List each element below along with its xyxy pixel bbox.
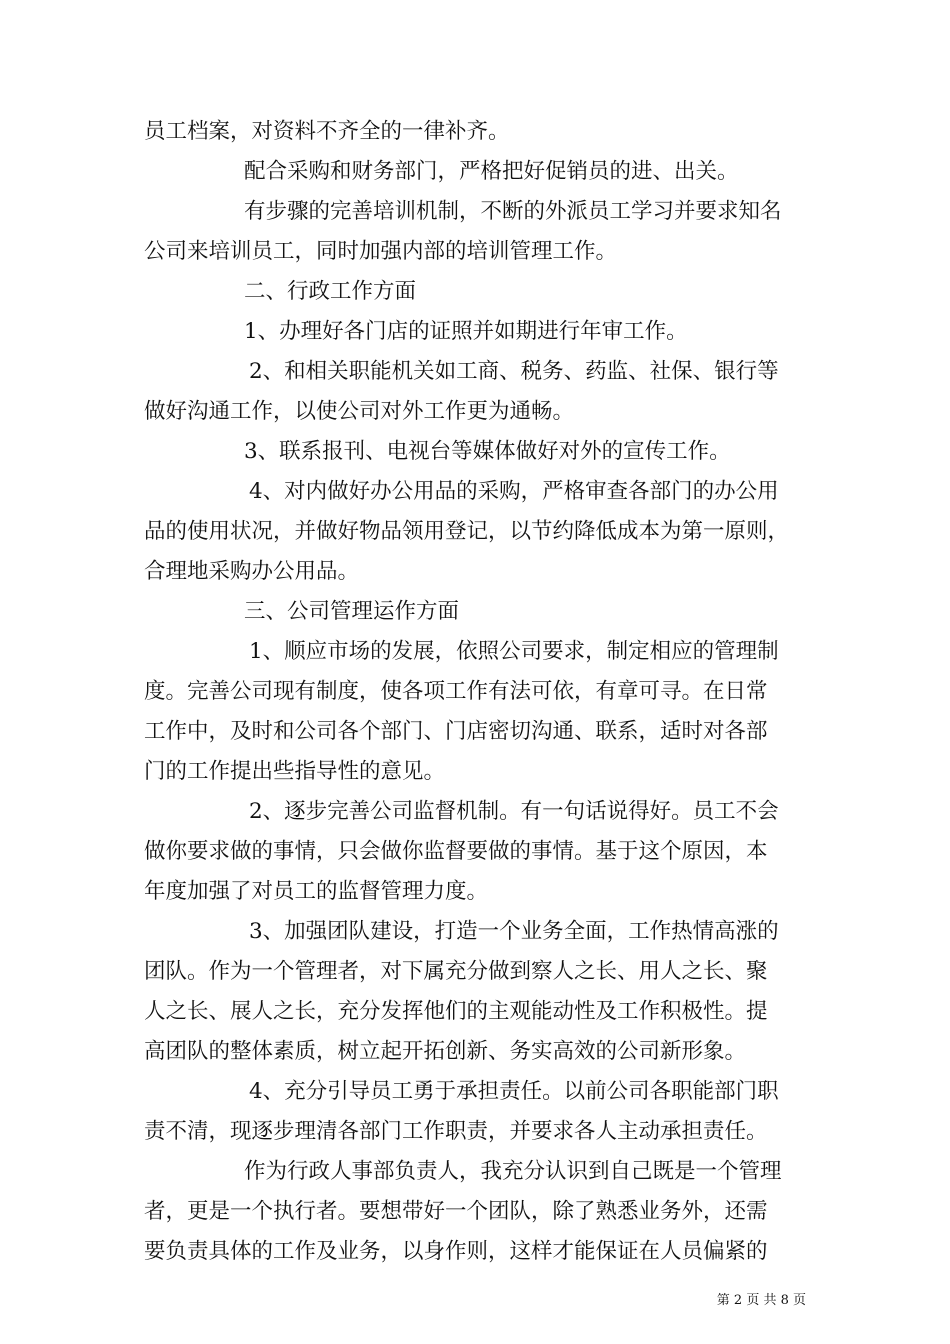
text-line: 3、联系报刊、电视台等媒体做好对外的宣传工作。 xyxy=(244,439,731,464)
text-line: 2、逐步完善公司监督机制。有一句话说得好。员工不会 xyxy=(249,799,779,824)
text-line: 2、和相关职能机关如工商、税务、药监、社保、银行等 xyxy=(249,359,779,384)
text-line: 4、对内做好办公用品的采购，严格审查各部门的办公用 xyxy=(249,479,779,504)
section-heading: 二、行政工作方面 xyxy=(244,279,417,304)
text-line: 责不清，现逐步理清各部门工作职责，并要求各人主动承担责任。 xyxy=(144,1119,768,1144)
text-line: 门的工作提出些指导性的意见。 xyxy=(144,759,446,784)
text-line: 1、顺应市场的发展，依照公司要求，制定相应的管理制 xyxy=(249,639,779,664)
section-heading: 三、公司管理运作方面 xyxy=(244,599,460,624)
text-line: 年度加强了对员工的监督管理力度。 xyxy=(144,879,489,904)
text-line: 合理地采购办公用品。 xyxy=(144,559,360,584)
text-line: 者，更是一个执行者。要想带好一个团队，除了熟悉业务外，还需 xyxy=(144,1199,768,1224)
text-line: 1、办理好各门店的证照并如期进行年审工作。 xyxy=(244,319,688,344)
text-line: 员工档案，对资料不齐全的一律补齐。 xyxy=(144,119,510,144)
text-line: 有步骤的完善培训机制，不断的外派员工学习并要求知名 xyxy=(244,199,782,224)
text-line: 做你要求做的事情，只会做你监督要做的事情。基于这个原因，本 xyxy=(144,839,768,864)
text-line: 人之长、展人之长，充分发挥他们的主观能动性及工作积极性。提 xyxy=(144,999,768,1024)
text-line: 4、充分引导员工勇于承担责任。以前公司各职能部门职 xyxy=(249,1079,779,1104)
page-number: 第 2 页 共 8 页 xyxy=(716,1293,806,1308)
text-line: 度。完善公司现有制度，使各项工作有法可依，有章可寻。在日常 xyxy=(144,679,768,704)
text-line: 3、加强团队建设，打造一个业务全面，工作热情高涨的 xyxy=(249,919,779,944)
text-line: 公司来培训员工，同时加强内部的培训管理工作。 xyxy=(144,239,618,264)
text-line: 工作中，及时和公司各个部门、门店密切沟通、联系，适时对各部 xyxy=(144,719,768,744)
document-body xyxy=(144,112,814,1272)
text-line: 作为行政人事部负责人，我充分认识到自己既是一个管理 xyxy=(244,1159,782,1184)
text-line: 做好沟通工作，以使公司对外工作更为通畅。 xyxy=(144,399,575,424)
text-line: 要负责具体的工作及业务，以身作则，这样才能保证在人员偏紧的 xyxy=(144,1239,768,1264)
text-line: 高团队的整体素质，树立起开拓创新、务实高效的公司新形象。 xyxy=(144,1039,747,1064)
text-line: 配合采购和财务部门，严格把好促销员的进、出关。 xyxy=(244,159,739,184)
text-line: 团队。作为一个管理者，对下属充分做到察人之长、用人之长、聚 xyxy=(144,959,768,984)
text-line: 品的使用状况，并做好物品领用登记，以节约降低成本为第一原则， xyxy=(144,519,790,544)
